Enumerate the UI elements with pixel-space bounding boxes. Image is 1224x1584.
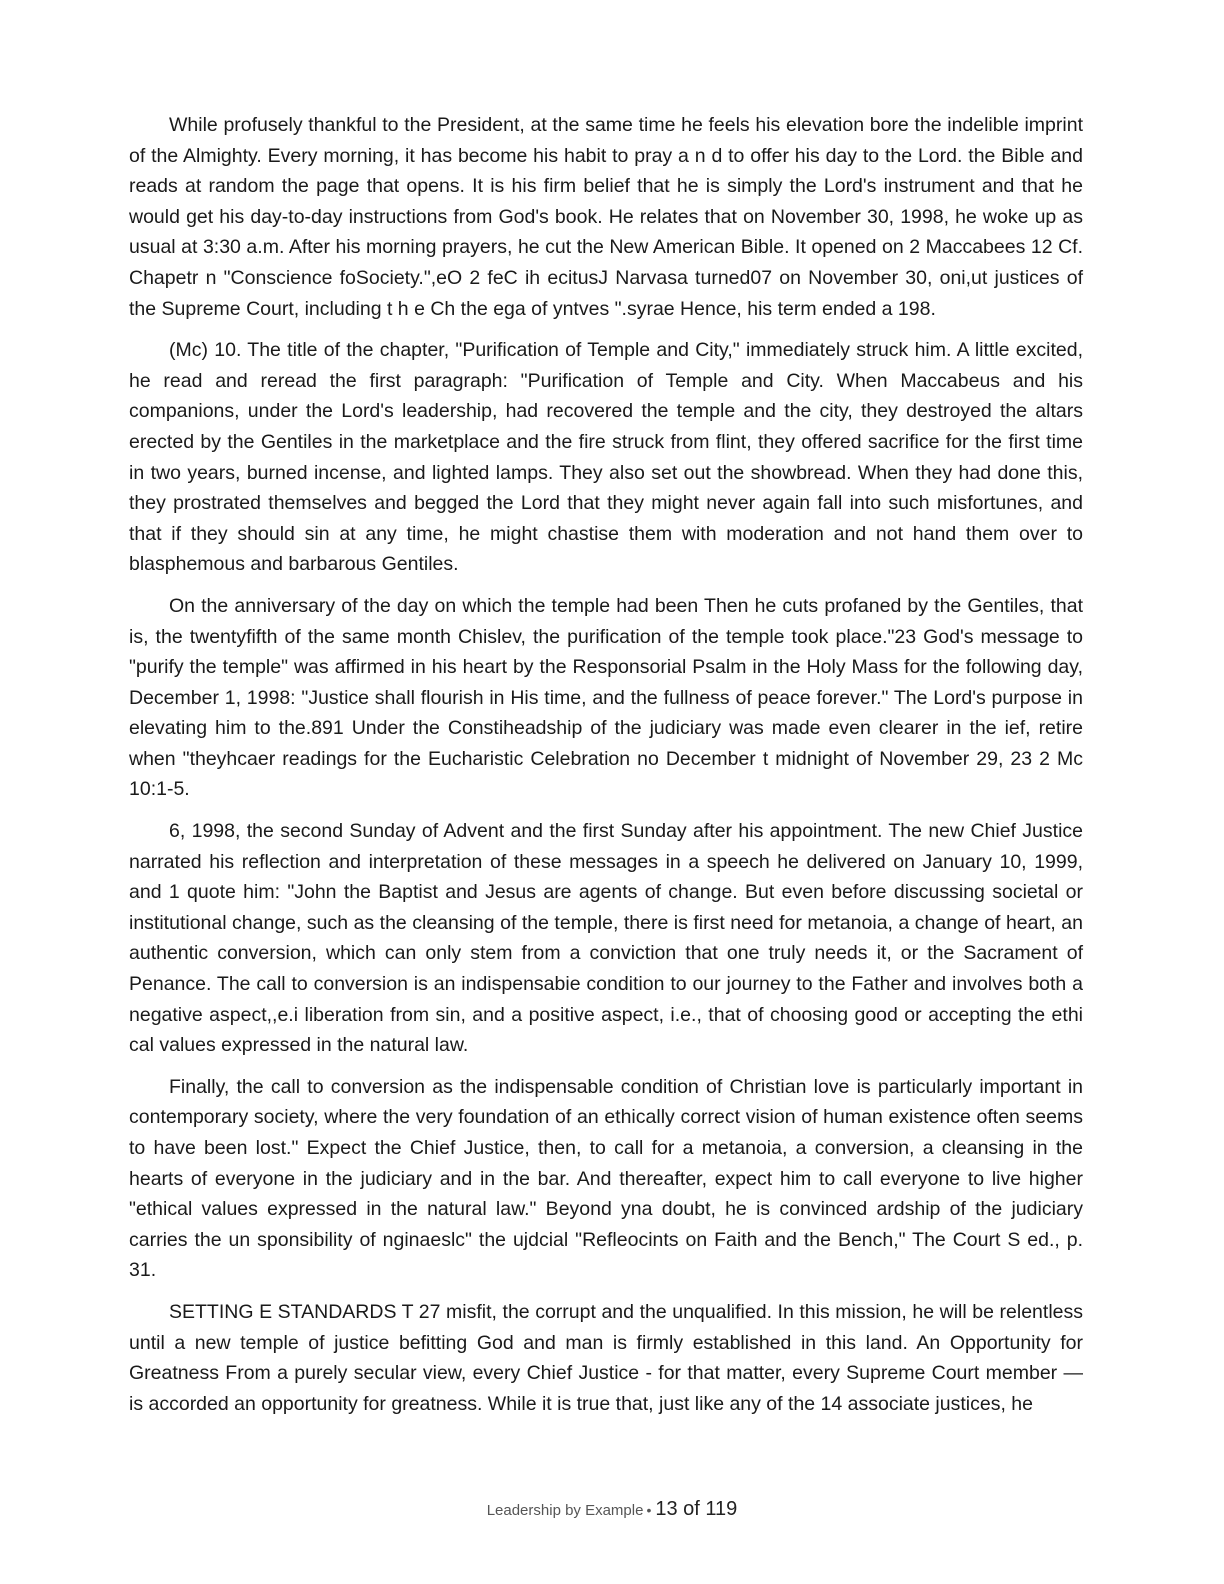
page-number: 13 of 119 bbox=[655, 1498, 738, 1520]
footer-separator: • bbox=[646, 1502, 652, 1518]
paragraph-3: On the anniversary of the day on which the temple had been Then he cuts profaned by the Gentiles, that is, the twentyfifth of the same month Chislev, the purification of the temple took place."23 God's message to "purify the temple" was affirmed in his heart by the Responsorial Psalm in the Holy Mass for the following day, December 1, 1998: "Justice shall flourish in His time, and the fullness of peace forever." The Lord's purpose in elevating him to the.891 Under the Constiheadship of the judiciary was made even clearer in the ief, retire when "theyhcaer readings for the Eucharistic Celebration no December t midnight of November 29, 23 2 Mc 10:1-5. bbox=[129, 594, 1083, 801]
body-text bbox=[129, 110, 1083, 1430]
page-footer bbox=[0, 1498, 1224, 1521]
paragraph-2: (Mc) 10. The title of the chapter, "Purification of Temple and City," immediately struck him. A little excited, he read and reread the first paragraph: "Purification of Temple and City. When Maccabeus and his companions, under the Lord's leadership, had recovered the temple and the city, they destroyed the altars erected by the Gentiles in the marketplace and the fire struck from flint, they offered sacrifice for the first time in two years, burned incense, and lighted lamps. They also set out the showbread. When they had done this, they prostrated themselves and begged the Lord that they might never again fall into such misfortunes, and that if they should sin at any time, he might chastise them with moderation and not hand them over to blasphemous and barbarous Gentiles. bbox=[129, 339, 1083, 576]
paragraph-1: While profusely thankful to the President, at the same time he feels his elevation bore the indelible imprint of the Almighty. Every morning, it has become his habit to pray a n d to offer his day to the Lord. the Bible and reads at random the page that opens. It is his firm belief that he is simply the Lord's instrument and that he would get his day-to-day instructions from God's book. He relates that on November 30, 1998, he woke up as usual at 3:30 a.m. After his morning prayers, he cut the New American Bible. It opened on 2 Maccabees 12 Cf. Chapetr n "Conscience foSociety.",eO 2 feC ih ecitusJ Narvasa turned07 on November 30, oni,ut justices of the Supreme Court, including t h e Ch the ega of yntves ".syrae Hence, his term ended a 198. bbox=[129, 114, 1083, 320]
footer-title: Leadership by Example bbox=[486, 1502, 644, 1519]
paragraph-6: SETTING E STANDARDS T 27 misfit, the corrupt and the unqualified. In this mission, he will be relentless until a new temple of justice befitting God and man is firmly established in this land. An Opportunity for Greatness From a purely secular view, every Chief Justice - for that matter, every Supreme Court member — is accorded an opportunity for greatness. While it is true that, just like any of the 14 associate justices, he bbox=[129, 1300, 1083, 1415]
paragraph-5: Finally, the call to conversion as the indispensable condition of Christian love is particularly important in contemporary society, where the very foundation of an ethically correct vision of human existence often seems to have been lost." Expect the Chief Justice, then, to call for a metanoia, a conversion, a cleansing in the hearts of everyone in the judiciary and in the bar. And thereafter, expect him to call everyone to live higher "ethical values expressed in the natural law." Beyond yna doubt, he is convinced ardship of the judiciary carries the un sponsibility of nginaeslc" the ujdcial "Refleocints on Faith and the Bench," The Court S ed., p. 31. bbox=[129, 1075, 1083, 1282]
paragraph-4: 6, 1998, the second Sunday of Advent and the first Sunday after his appointment. The new Chief Justice narrated his reflection and interpretation of these messages in a speech he delivered on January 10, 1999, and 1 quote him: "John the Baptist and Jesus are agents of change. But even before discussing societal or institutional change, such as the cleansing of the temple, there is first need for metanoia, a change of heart, an authentic conversion, which can only stem from a conviction that one truly needs it, or the Sacrament of Penance. The call to conversion is an indispensabie condition to our journey to the Father and involves both a negative aspect,,e.i liberation from sin, and a positive aspect, i.e., that of choosing good or accepting the ethi cal values expressed in the natural law. bbox=[129, 820, 1083, 1057]
